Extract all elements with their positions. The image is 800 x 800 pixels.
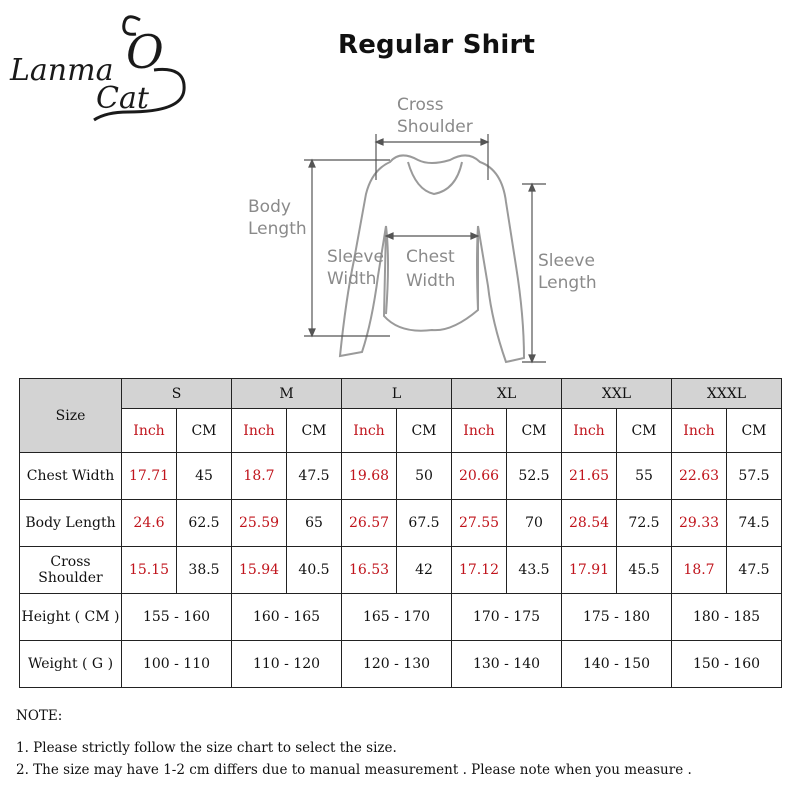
- table-cell: 70: [507, 500, 562, 547]
- unit-inch: Inch: [232, 409, 287, 453]
- size-label-cell: Size: [20, 379, 122, 453]
- size-xxxl: XXXL: [672, 379, 782, 409]
- table-row-cross-shoulder: [20, 547, 782, 594]
- table-cell: 150 - 160: [672, 641, 782, 688]
- table-cell: 24.6: [122, 500, 177, 547]
- unit-cm: CM: [617, 409, 672, 453]
- table-cell: 26.57: [342, 500, 397, 547]
- table-cell: 180 - 185: [672, 594, 782, 641]
- table-cell: 130 - 140: [452, 641, 562, 688]
- unit-inch: Inch: [342, 409, 397, 453]
- table-cell: 15.15: [122, 547, 177, 594]
- unit-cm: CM: [177, 409, 232, 453]
- size-l: L: [342, 379, 452, 409]
- size-xl: XL: [452, 379, 562, 409]
- table-row-weight: [20, 641, 782, 688]
- table-cell: 170 - 175: [452, 594, 562, 641]
- table-cell: 50: [397, 453, 452, 500]
- row-label: Height ( CM ): [20, 594, 122, 641]
- size-m: M: [232, 379, 342, 409]
- table-cell: 17.91: [562, 547, 617, 594]
- shirt-measurement-diagram: [240, 90, 620, 370]
- row-label: Chest Width: [20, 453, 122, 500]
- table-row-height: [20, 594, 782, 641]
- note-item: 2. The size may have 1-2 cm differs due to manual measurement . Please note when you measure .: [16, 762, 692, 778]
- note-item: 1. Please strictly follow the size chart to select the size.: [16, 740, 397, 756]
- size-chart-table: [19, 378, 782, 688]
- unit-cm: CM: [727, 409, 782, 453]
- logo-accent: O: [126, 25, 164, 79]
- size-header-row: [20, 379, 782, 409]
- row-label: Weight ( G ): [20, 641, 122, 688]
- table-cell: 15.94: [232, 547, 287, 594]
- table-cell: 47.5: [727, 547, 782, 594]
- label-chest-2: Width: [406, 271, 456, 291]
- table-row-body-length: [20, 500, 782, 547]
- label-sleeve-l-1: Sleeve: [538, 251, 595, 271]
- table-cell: 45.5: [617, 547, 672, 594]
- unit-cm: CM: [507, 409, 562, 453]
- table-cell: 17.12: [452, 547, 507, 594]
- table-cell: 29.33: [672, 500, 727, 547]
- table-cell: 100 - 110: [122, 641, 232, 688]
- unit-inch: Inch: [672, 409, 727, 453]
- table-cell: 110 - 120: [232, 641, 342, 688]
- table-cell: 155 - 160: [122, 594, 232, 641]
- label-sleeve-w-1: Sleeve: [327, 247, 384, 267]
- unit-header-row: [20, 409, 782, 453]
- table-cell: 16.53: [342, 547, 397, 594]
- table-cell: 57.5: [727, 453, 782, 500]
- table-cell: 18.7: [672, 547, 727, 594]
- unit-inch: Inch: [562, 409, 617, 453]
- table-cell: 38.5: [177, 547, 232, 594]
- table-cell: 18.7: [232, 453, 287, 500]
- logo-text-line1: Lanma: [10, 53, 114, 88]
- label-cross-1: Cross: [397, 95, 444, 115]
- table-row-chest-width: [20, 453, 782, 500]
- row-label: Cross Shoulder: [20, 547, 122, 594]
- table-cell: 165 - 170: [342, 594, 452, 641]
- logo-text-line2: Cat: [96, 81, 149, 116]
- table-cell: 120 - 130: [342, 641, 452, 688]
- row-label: Body Length: [20, 500, 122, 547]
- table-cell: 72.5: [617, 500, 672, 547]
- table-cell: 140 - 150: [562, 641, 672, 688]
- label-sleeve-l-2: Length: [538, 273, 597, 293]
- size-xxl: XXL: [562, 379, 672, 409]
- table-cell: 160 - 165: [232, 594, 342, 641]
- table-cell: 43.5: [507, 547, 562, 594]
- table-cell: 25.59: [232, 500, 287, 547]
- unit-cm: CM: [397, 409, 452, 453]
- label-sleeve-w-2: Width: [327, 269, 377, 289]
- table-cell: 27.55: [452, 500, 507, 547]
- table-cell: 47.5: [287, 453, 342, 500]
- table-cell: 62.5: [177, 500, 232, 547]
- table-cell: 67.5: [397, 500, 452, 547]
- table-cell: 42: [397, 547, 452, 594]
- page-title: Regular Shirt: [338, 30, 536, 60]
- table-cell: 21.65: [562, 453, 617, 500]
- label-body-1: Body: [248, 197, 291, 217]
- table-cell: 28.54: [562, 500, 617, 547]
- table-cell: 55: [617, 453, 672, 500]
- table-cell: 74.5: [727, 500, 782, 547]
- table-cell: 20.66: [452, 453, 507, 500]
- label-cross-2: Shoulder: [397, 117, 473, 137]
- table-cell: 175 - 180: [562, 594, 672, 641]
- table-cell: 19.68: [342, 453, 397, 500]
- brand-logo: [8, 8, 194, 123]
- label-body-2: Length: [248, 219, 307, 239]
- table-cell: 17.71: [122, 453, 177, 500]
- label-chest-1: Chest: [406, 247, 455, 267]
- unit-inch: Inch: [122, 409, 177, 453]
- table-cell: 22.63: [672, 453, 727, 500]
- table-cell: 40.5: [287, 547, 342, 594]
- table-cell: 45: [177, 453, 232, 500]
- table-cell: 65: [287, 500, 342, 547]
- unit-inch: Inch: [452, 409, 507, 453]
- table-cell: 52.5: [507, 453, 562, 500]
- notes-heading: NOTE:: [16, 708, 63, 724]
- notes-section: [16, 708, 692, 778]
- size-s: S: [122, 379, 232, 409]
- unit-cm: CM: [287, 409, 342, 453]
